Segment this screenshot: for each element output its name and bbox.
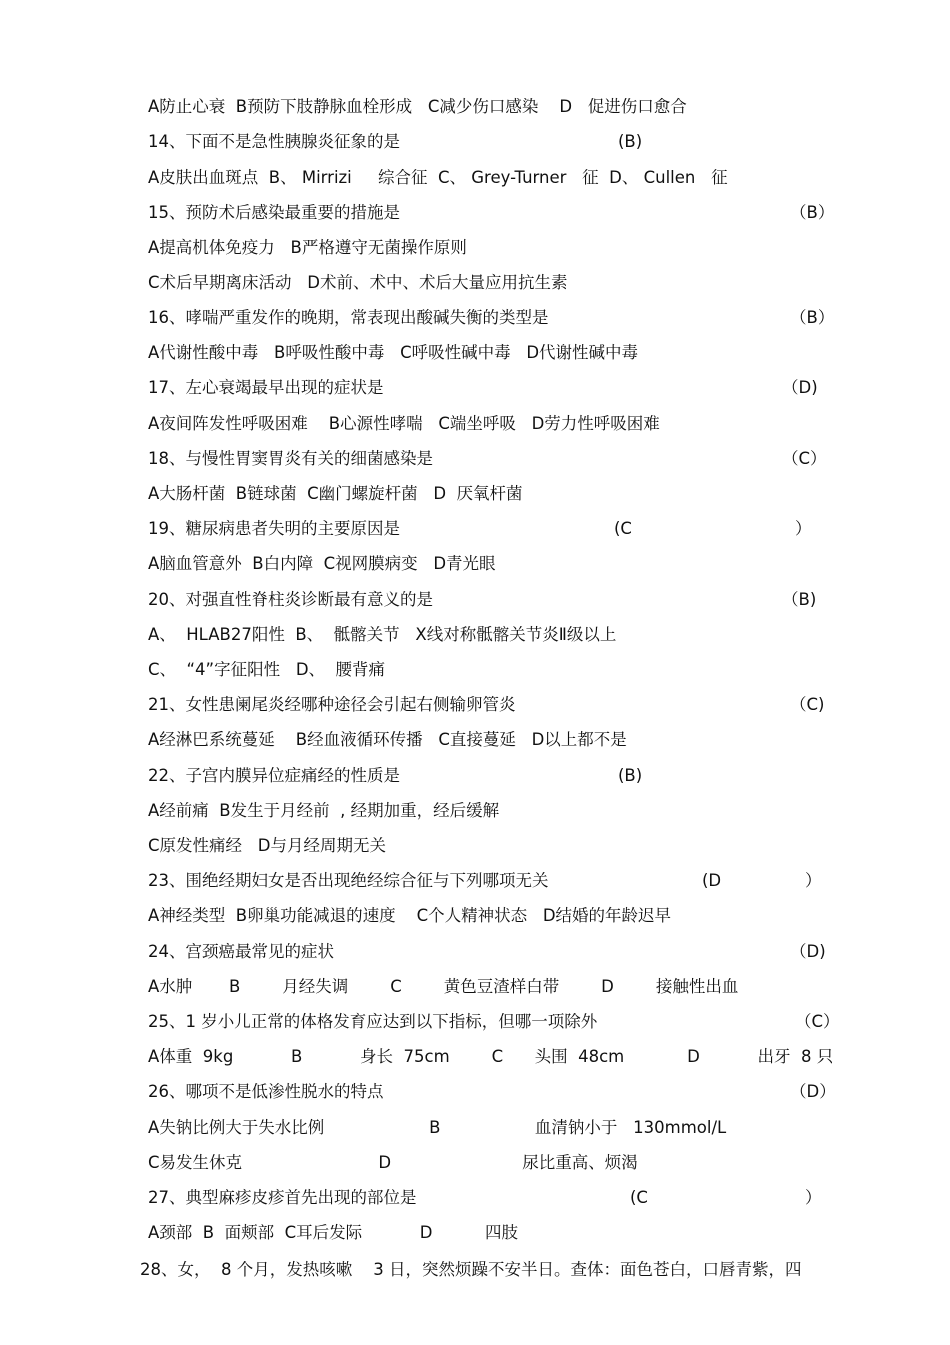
line-options-13: A防止心衰 B预防下肢静脉血栓形成 C减少伤口感染 D 促进伤口愈合	[148, 97, 687, 116]
line-options-15a: A提高机体免疫力 B严格遵守无菌操作原则	[148, 238, 467, 257]
answer-22: (B)	[618, 766, 643, 785]
question-25: 25、1 岁小儿正常的体格发育应达到以下指标，但哪一项除外	[148, 1012, 598, 1031]
question-21: 21、女性患阑尾炎经哪种途径会引起右侧输卵管炎	[148, 695, 516, 714]
answer-24: （D)	[790, 942, 826, 961]
answer-20: （B)	[782, 590, 817, 609]
answer-14: (B)	[618, 132, 643, 151]
answer-26: （D）	[790, 1082, 836, 1101]
question-27: 27、典型麻疹皮疹首先出现的部位是	[148, 1188, 417, 1207]
line-options-20a: A、 HLAB27阳性 B、 骶髂关节 X线对称骶髂关节炎Ⅱ级以上	[148, 625, 617, 644]
line-options-24: A水肿 B 月经失调 C 黄色豆渣样白带 D 接触性出血	[148, 977, 739, 996]
line-options-16: A代谢性酸中毒 B呼吸性酸中毒 C呼吸性碱中毒 D代谢性碱中毒	[148, 343, 639, 362]
line-options-25: A体重 9kg B 身长 75cm C 头围 48cm D 出牙 8 只	[148, 1047, 834, 1066]
question-22: 22、子宫内膜异位症痛经的性质是	[148, 766, 400, 785]
question-14: 14、下面不是急性胰腺炎征象的是	[148, 132, 400, 151]
answer-19: (C	[614, 519, 632, 538]
line-options-26a: A失钠比例大于失水比例 B 血清钠小于 130mmol/L	[148, 1118, 727, 1137]
question-24: 24、宫颈癌最常见的症状	[148, 942, 334, 961]
answer-27: (C	[630, 1188, 648, 1207]
question-17: 17、左心衰竭最早出现的症状是	[148, 378, 384, 397]
question-20: 20、对强直性脊柱炎诊断最有意义的是	[148, 590, 433, 609]
line-options-22a: A经前痛 B发生于月经前 , 经期加重，经后缓解	[148, 801, 500, 820]
line-options-21: A经淋巴系统蔓延 B经血液循环传播 C直接蔓延 D以上都不是	[148, 730, 627, 749]
line-options-14: A皮肤出血斑点 B、 Mirrizi 综合征 C、 Grey-Turner 征 D、 Cullen 征	[148, 168, 728, 187]
question-23: 23、围绝经期妇女是否出现绝经综合征与下列哪项无关	[148, 871, 549, 890]
answer-17: （D)	[782, 378, 818, 397]
answer-21: （C)	[790, 695, 825, 714]
question-16: 16、哮喘严重发作的晚期，常表现出酸碱失衡的类型是	[148, 308, 549, 327]
line-options-17: A夜间阵发性呼吸困难 B心源性哮喘 C端坐呼吸 D劳力性呼吸困难	[148, 414, 660, 433]
line-options-26b: C易发生休克 D 尿比重高、烦渴	[148, 1153, 638, 1172]
line-options-15b: C术后早期离床活动 D术前、术中、术后大量应用抗生素	[148, 273, 568, 292]
question-28: 28、女， 8 个月，发热咳嗽 3 日，突然烦躁不安半日。查体：面色苍白，口唇青紫，四	[140, 1260, 802, 1279]
answer-18: （C）	[782, 449, 827, 468]
answer-25: （C）	[795, 1012, 840, 1031]
line-options-18: A大肠杆菌 B链球菌 C幽门螺旋杆菌 D 厌氧杆菌	[148, 484, 523, 503]
answer-23-close: ）	[805, 871, 822, 890]
line-options-22b: C原发性痛经 D与月经周期无关	[148, 836, 386, 855]
question-15: 15、预防术后感染最重要的措施是	[148, 203, 400, 222]
line-options-27: A颈部 B 面颊部 C耳后发际 D 四肢	[148, 1223, 518, 1242]
line-options-19: A脑血管意外 B白内障 C视网膜病变 D青光眼	[148, 554, 496, 573]
answer-23: (D	[702, 871, 722, 890]
line-options-23: A神经类型 B卵巢功能减退的速度 C个人精神状态 D结婚的年龄迟早	[148, 906, 672, 925]
answer-19-close: ）	[795, 519, 812, 538]
question-19: 19、糖尿病患者失明的主要原因是	[148, 519, 400, 538]
question-26: 26、哪项不是低渗性脱水的特点	[148, 1082, 384, 1101]
answer-15: （B）	[790, 203, 835, 222]
answer-16: （B）	[790, 308, 835, 327]
answer-27-close: ）	[805, 1188, 822, 1207]
question-18: 18、与慢性胃窦胃炎有关的细菌感染是	[148, 449, 433, 468]
line-options-20b: C、 “4”字征阳性 D、 腰背痛	[148, 660, 386, 679]
